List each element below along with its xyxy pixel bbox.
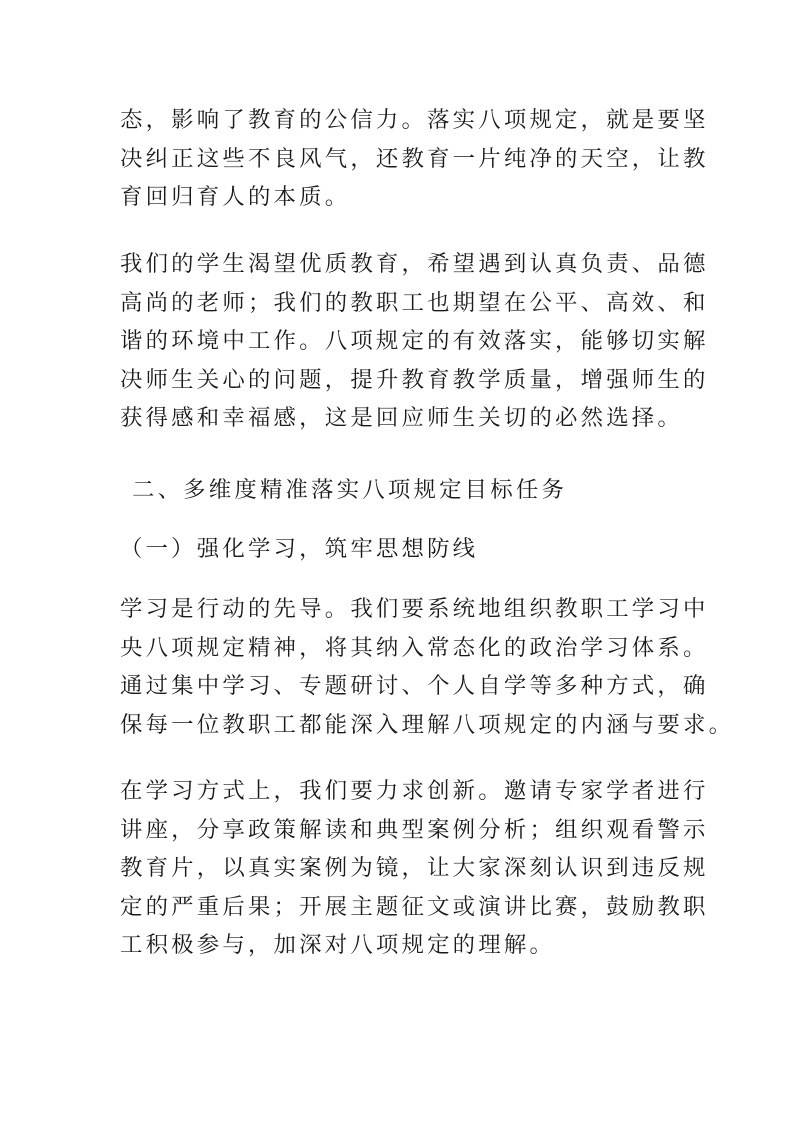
- paragraph-line: 教育片，以真实案例为镜，让大家深刻认识到违反规: [120, 855, 709, 881]
- paragraph-line: 我们的学生渴望优质教育，希望遇到认真负责、品德: [120, 251, 709, 277]
- paragraph-line: 工积极参与，加深对八项规定的理解。: [120, 932, 556, 958]
- paragraph-line: 决师生关心的问题，提升教育教学质量，增强师生的: [120, 366, 709, 393]
- paragraph-line: 学习是行动的先导。我们要系统地组织教职工学习中: [120, 596, 709, 622]
- paragraph-line: 央八项规定精神，将其纳入常态化的政治学习体系。: [120, 634, 709, 661]
- paragraph-line: 谐的环境中工作。八项规定的有效落实，能够切实解: [120, 328, 709, 354]
- section-heading-text: 二、多维度精准落实八项规定目标任务: [132, 477, 568, 503]
- paragraph-line: 定的严重后果；开展主题征文或演讲比赛，鼓励教职: [120, 893, 709, 920]
- paragraph-line: 保每一位教职工都能深入理解八项规定的内涵与要求。: [120, 711, 735, 738]
- paragraph-2: [120, 245, 709, 438]
- subsection-heading: [120, 530, 690, 569]
- paragraph-line: 决纠正这些不良风气，还教育一片纯净的天空，让教: [120, 145, 709, 172]
- subsection-heading-text: （一）强化学习，筑牢思想防线: [120, 536, 479, 562]
- paragraph-1: [120, 101, 709, 217]
- paragraph-line: 在学习方式上，我们要力求创新。邀请专家学者进行: [120, 778, 709, 804]
- paragraph-line: 育回归育人的本质。: [120, 184, 351, 210]
- paragraph-line: 态，影响了教育的公信力。落实八项规定，就是要坚: [120, 107, 709, 133]
- paragraph-line: 高尚的老师；我们的教职工也期望在公平、高效、和: [120, 289, 709, 316]
- paragraph-4: [120, 772, 709, 965]
- paragraph-line: 通过集中学习、专题研讨、个人自学等多种方式，确: [120, 673, 709, 699]
- paragraph-3: [120, 590, 735, 744]
- section-heading: [132, 471, 702, 510]
- paragraph-line: 获得感和幸福感，这是回应师生关切的必然选择。: [120, 405, 683, 431]
- paragraph-line: 讲座，分享政策解读和典型案例分析；组织观看警示: [120, 816, 709, 843]
